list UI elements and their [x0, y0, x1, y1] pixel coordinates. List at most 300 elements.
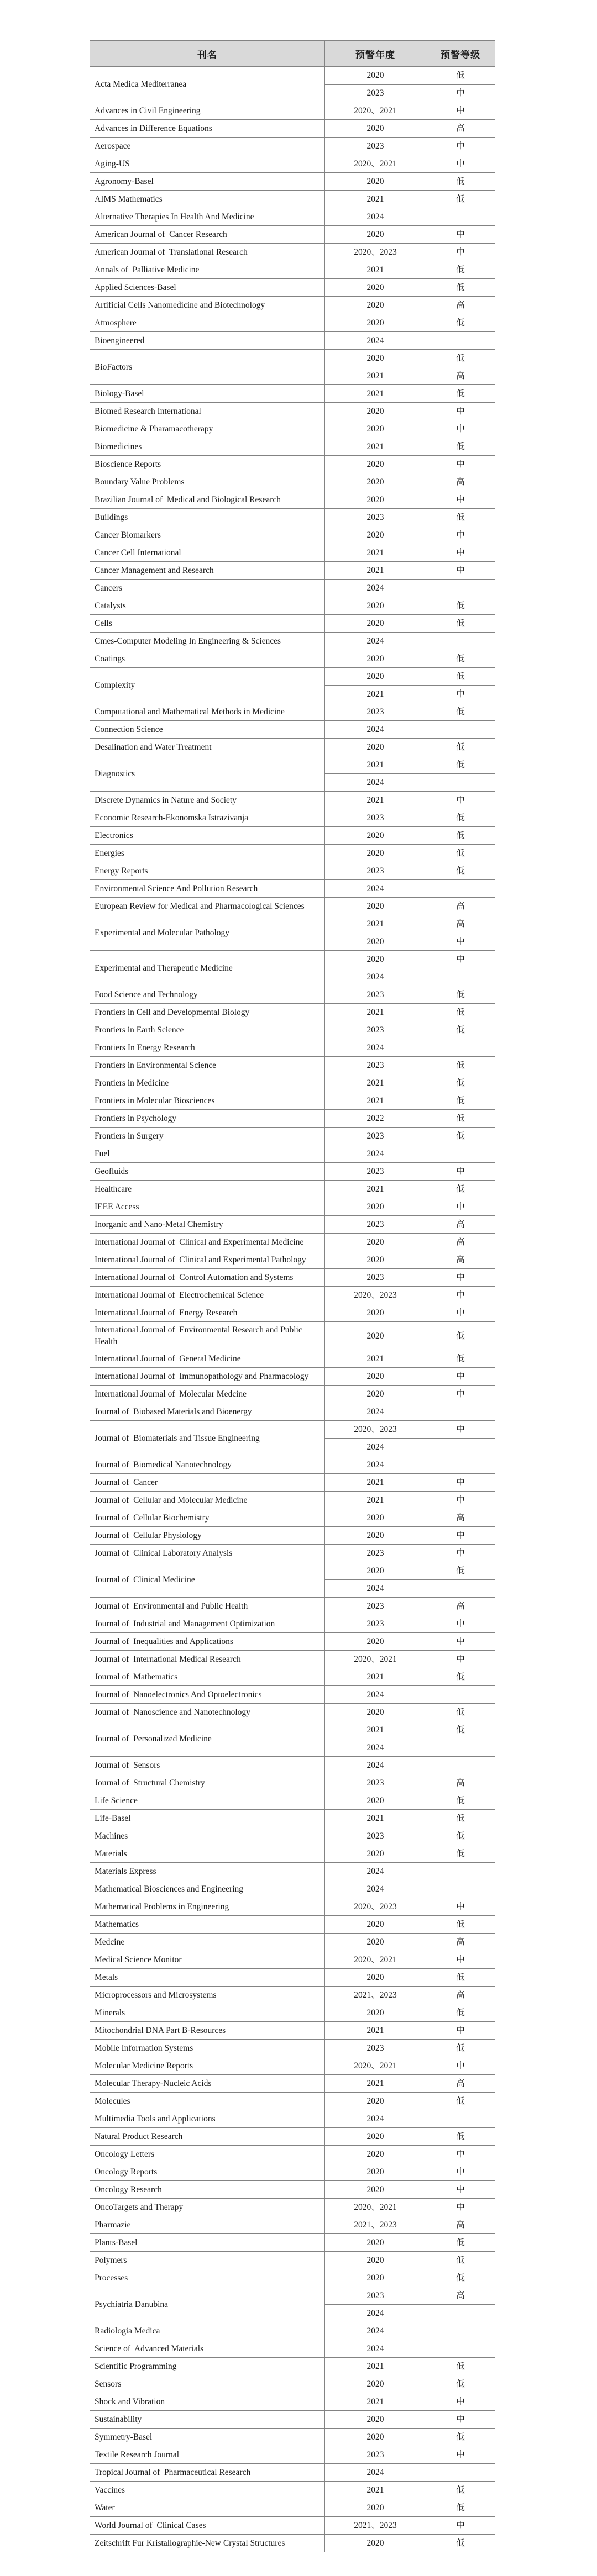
warning-level-cell: 高: [426, 1509, 495, 1527]
warning-level-cell: 高: [426, 1216, 495, 1234]
table-row: [90, 2269, 495, 2287]
journal-name-cell: Experimental and Molecular Pathology: [90, 915, 325, 951]
journal-name-cell: Journal of Inequalities and Applications: [90, 1633, 325, 1651]
warning-year-cell: 2020: [325, 951, 426, 968]
journal-name-cell: European Review for Medical and Pharmacological Sciences: [90, 898, 325, 915]
table-row: [90, 1456, 495, 1474]
warning-level-cell: 中: [426, 2446, 495, 2464]
warning-year-cell: 2024: [325, 968, 426, 986]
warning-year-cell: 2020: [325, 2269, 426, 2287]
table-row: [90, 915, 495, 933]
warning-level-cell: 中: [426, 2517, 495, 2535]
warning-level-cell: 低: [426, 2358, 495, 2375]
table-row: [90, 1615, 495, 1633]
warning-year-cell: 2023: [325, 1057, 426, 1074]
table-row: [90, 827, 495, 845]
warning-year-cell: 2023: [325, 2446, 426, 2464]
journal-name-cell: Applied Sciences-Basel: [90, 279, 325, 297]
warning-level-cell: 低: [426, 2004, 495, 2022]
table-row: [90, 155, 495, 173]
warning-year-cell: 2020、2023: [325, 1421, 426, 1439]
warning-level-cell: 低: [426, 2040, 495, 2057]
journal-name-cell: Complexity: [90, 668, 325, 703]
table-row: [90, 191, 495, 208]
journal-name-cell: Plants-Basel: [90, 2234, 325, 2252]
warning-level-cell: [426, 1039, 495, 1057]
warning-year-cell: 2024: [325, 580, 426, 597]
warning-level-cell: 高: [426, 1251, 495, 1269]
table-row: [90, 668, 495, 686]
table-row: [90, 739, 495, 756]
warning-year-cell: 2020: [325, 1304, 426, 1322]
warning-year-cell: 2021: [325, 438, 426, 456]
table-header: [90, 41, 495, 67]
warning-level-cell: 中: [426, 2163, 495, 2181]
warning-year-cell: 2021: [325, 756, 426, 774]
warning-year-cell: 2020: [325, 2429, 426, 2446]
journal-name-cell: Desalination and Water Treatment: [90, 739, 325, 756]
journal-name-cell: Discrete Dynamics in Nature and Society: [90, 792, 325, 809]
table-row: [90, 1322, 495, 1350]
table-row: [90, 544, 495, 562]
journal-name-cell: Bioengineered: [90, 332, 325, 350]
warning-year-cell: 2024: [325, 1686, 426, 1704]
warning-level-cell: [426, 1739, 495, 1757]
warning-level-cell: 中: [426, 1304, 495, 1322]
warning-year-cell: 2020: [325, 403, 426, 420]
warning-year-cell: 2020: [325, 226, 426, 244]
warning-year-cell: 2021: [325, 1350, 426, 1368]
warning-year-cell: 2020、2021: [325, 2057, 426, 2075]
warning-year-cell: 2021: [325, 367, 426, 385]
warning-year-cell: 2023: [325, 1216, 426, 1234]
warning-year-cell: 2020: [325, 2535, 426, 2552]
warning-year-cell: 2020: [325, 1251, 426, 1269]
journal-name-cell: Journal of Cancer: [90, 1474, 325, 1492]
table-row: [90, 1350, 495, 1368]
warning-level-cell: 中: [426, 491, 495, 509]
journal-name-cell: Journal of Personalized Medicine: [90, 1721, 325, 1757]
journal-name-cell: Journal of Clinical Medicine: [90, 1562, 325, 1598]
table-row: [90, 880, 495, 898]
journal-name-cell: Frontiers in Surgery: [90, 1128, 325, 1145]
table-row: [90, 1598, 495, 1615]
table-row: [90, 2199, 495, 2216]
table-row: [90, 703, 495, 721]
warning-level-cell: 低: [426, 2252, 495, 2269]
table-row: [90, 721, 495, 739]
journal-name-cell: Mobile Information Systems: [90, 2040, 325, 2057]
warning-year-cell: 2020: [325, 739, 426, 756]
warning-level-cell: 中: [426, 1545, 495, 1562]
journal-name-cell: Mathematics: [90, 1916, 325, 1934]
journal-table-body: [90, 67, 495, 2552]
warning-year-cell: 2021: [325, 1004, 426, 1021]
journal-name-cell: Medical Science Monitor: [90, 1951, 325, 1969]
warning-level-cell: 中: [426, 244, 495, 261]
warning-level-cell: 低: [426, 2535, 495, 2552]
warning-year-cell: 2021: [325, 1092, 426, 1110]
warning-level-cell: 中: [426, 1269, 495, 1287]
table-row: [90, 862, 495, 880]
warning-level-cell: 低: [426, 1810, 495, 1827]
journal-name-cell: Microprocessors and Microsystems: [90, 1987, 325, 2004]
journal-name-cell: Journal of Structural Chemistry: [90, 1774, 325, 1792]
warning-level-cell: 低: [426, 1845, 495, 1863]
warning-year-cell: 2023: [325, 1615, 426, 1633]
warning-level-cell: 低: [426, 1322, 495, 1350]
journal-name-cell: Environmental Science And Pollution Research: [90, 880, 325, 898]
journal-name-cell: International Journal of Electrochemical Science: [90, 1287, 325, 1304]
warning-level-cell: 低: [426, 67, 495, 85]
table-row: [90, 1987, 495, 2004]
warning-year-cell: 2023: [325, 1774, 426, 1792]
warning-level-cell: 中: [426, 420, 495, 438]
warning-level-cell: 低: [426, 173, 495, 191]
warning-year-cell: 2021: [325, 1721, 426, 1739]
warning-level-cell: [426, 2322, 495, 2340]
table-row: [90, 1181, 495, 1198]
warning-year-cell: 2020: [325, 597, 426, 615]
table-row: [90, 1421, 495, 1439]
warning-year-cell: 2021: [325, 915, 426, 933]
warning-level-cell: 中: [426, 403, 495, 420]
warning-level-cell: 低: [426, 2375, 495, 2393]
table-row: [90, 2411, 495, 2429]
warning-year-cell: 2020: [325, 1916, 426, 1934]
journal-name-cell: Inorganic and Nano-Metal Chemistry: [90, 1216, 325, 1234]
table-row: [90, 1934, 495, 1951]
table-row: [90, 633, 495, 650]
journal-name-cell: Life Science: [90, 1792, 325, 1810]
warning-year-cell: 2020: [325, 120, 426, 138]
table-row: [90, 615, 495, 633]
journal-name-cell: Natural Product Research: [90, 2128, 325, 2146]
journal-name-cell: Cancer Cell International: [90, 544, 325, 562]
warning-year-cell: 2023: [325, 2287, 426, 2305]
table-row: [90, 1287, 495, 1304]
table-row: [90, 1403, 495, 1421]
table-row: [90, 2535, 495, 2552]
warning-level-cell: 低: [426, 1004, 495, 1021]
journal-name-cell: Alternative Therapies In Health And Medicine: [90, 208, 325, 226]
warning-level-cell: 低: [426, 668, 495, 686]
journal-name-cell: Journal of Biomedical Nanotechnology: [90, 1456, 325, 1474]
journal-name-cell: Boundary Value Problems: [90, 473, 325, 491]
table-row: [90, 2322, 495, 2340]
table-row: [90, 597, 495, 615]
warning-level-cell: 低: [426, 703, 495, 721]
table-row: [90, 1110, 495, 1128]
warning-year-cell: 2023: [325, 862, 426, 880]
journal-name-cell: Materials: [90, 1845, 325, 1863]
table-row: [90, 2499, 495, 2517]
table-row: [90, 1092, 495, 1110]
warning-level-cell: 高: [426, 1774, 495, 1792]
warning-level-cell: [426, 332, 495, 350]
warning-year-cell: 2020: [325, 1386, 426, 1403]
warning-year-cell: 2023: [325, 986, 426, 1004]
table-row: [90, 2358, 495, 2375]
warning-year-cell: 2024: [325, 1456, 426, 1474]
warning-year-cell: 2023: [325, 1827, 426, 1845]
warning-year-cell: 2020: [325, 297, 426, 314]
warning-level-cell: 低: [426, 1721, 495, 1739]
warning-year-cell: 2024: [325, 1039, 426, 1057]
warning-year-cell: 2020、2021: [325, 2199, 426, 2216]
warning-year-cell: 2021: [325, 562, 426, 580]
table-row: [90, 1527, 495, 1545]
table-row: [90, 2181, 495, 2199]
table-row: [90, 1633, 495, 1651]
warning-year-cell: 2024: [325, 2110, 426, 2128]
warning-year-cell: 2020: [325, 2499, 426, 2517]
journal-name-cell: Molecular Medicine Reports: [90, 2057, 325, 2075]
warning-year-cell: 2020: [325, 420, 426, 438]
warning-level-cell: 低: [426, 261, 495, 279]
warning-level-cell: [426, 1880, 495, 1898]
warning-year-cell: 2020、2023: [325, 1898, 426, 1916]
journal-name-cell: Aging-US: [90, 155, 325, 173]
journal-name-cell: Tropical Journal of Pharmaceutical Research: [90, 2464, 325, 2482]
journal-name-cell: International Journal of Environmental Research and Public Health: [90, 1322, 325, 1350]
journal-name-cell: Journal of Sensors: [90, 1757, 325, 1774]
warning-level-cell: 中: [426, 1651, 495, 1668]
warning-level-cell: 低: [426, 314, 495, 332]
journal-name-cell: Vaccines: [90, 2482, 325, 2499]
warning-year-cell: 2020: [325, 1198, 426, 1216]
table-row: [90, 456, 495, 473]
warning-level-cell: 中: [426, 102, 495, 120]
journal-name-cell: Cmes-Computer Modeling In Engineering & Sciences: [90, 633, 325, 650]
journal-name-cell: Agronomy-Basel: [90, 173, 325, 191]
warning-year-cell: 2024: [325, 2322, 426, 2340]
journal-name-cell: Materials Express: [90, 1863, 325, 1880]
table-row: [90, 1774, 495, 1792]
warning-level-cell: 中: [426, 85, 495, 102]
table-row: [90, 1969, 495, 1987]
warning-year-cell: 2023: [325, 85, 426, 102]
warning-level-cell: 高: [426, 1234, 495, 1251]
table-row: [90, 491, 495, 509]
warning-level-cell: 中: [426, 933, 495, 951]
table-row: [90, 226, 495, 244]
table-row: [90, 261, 495, 279]
journal-name-cell: Frontiers in Earth Science: [90, 1021, 325, 1039]
table-row: [90, 67, 495, 85]
warning-year-cell: 2020: [325, 2234, 426, 2252]
warning-level-cell: 低: [426, 438, 495, 456]
warning-level-cell: 中: [426, 544, 495, 562]
warning-level-cell: 低: [426, 1916, 495, 1934]
warning-level-cell: 低: [426, 845, 495, 862]
journal-name-cell: AIMS Mathematics: [90, 191, 325, 208]
journal-name-cell: Electronics: [90, 827, 325, 845]
table-row: [90, 120, 495, 138]
table-row: [90, 1704, 495, 1721]
warning-year-cell: 2021: [325, 191, 426, 208]
warning-year-cell: 2021: [325, 2022, 426, 2040]
journal-name-cell: Buildings: [90, 509, 325, 526]
warning-level-cell: 低: [426, 1969, 495, 1987]
warning-year-cell: 2024: [325, 880, 426, 898]
warning-year-cell: 2024: [325, 2340, 426, 2358]
warning-year-cell: 2022: [325, 1110, 426, 1128]
warning-level-cell: 中: [426, 1898, 495, 1916]
table-row: [90, 2482, 495, 2499]
table-row: [90, 2163, 495, 2181]
warning-year-cell: 2024: [325, 1863, 426, 1880]
warning-year-cell: 2021: [325, 1668, 426, 1686]
warning-level-cell: [426, 1403, 495, 1421]
warning-year-cell: 2020、2023: [325, 244, 426, 261]
journal-name-cell: Metals: [90, 1969, 325, 1987]
warning-year-cell: 2023: [325, 703, 426, 721]
warning-year-cell: 2020、2021: [325, 102, 426, 120]
warning-year-cell: 2020: [325, 350, 426, 367]
journal-name-cell: OncoTargets and Therapy: [90, 2199, 325, 2216]
warning-level-cell: 低: [426, 1350, 495, 1368]
warning-year-cell: 2020、2021: [325, 1951, 426, 1969]
journal-name-cell: Journal of International Medical Research: [90, 1651, 325, 1668]
journal-name-cell: Journal of Mathematics: [90, 1668, 325, 1686]
warning-level-cell: [426, 1863, 495, 1880]
warning-year-cell: 2020: [325, 1969, 426, 1987]
warning-level-cell: 中: [426, 2411, 495, 2429]
warning-year-cell: 2024: [325, 633, 426, 650]
journal-name-cell: Geofluids: [90, 1163, 325, 1181]
warning-level-cell: 低: [426, 650, 495, 668]
warning-level-cell: 中: [426, 1163, 495, 1181]
table-row: [90, 1651, 495, 1668]
journal-name-cell: BioFactors: [90, 350, 325, 385]
warning-year-cell: 2024: [325, 1880, 426, 1898]
warning-level-cell: 中: [426, 1198, 495, 1216]
header-warning-year: 预警年度: [325, 41, 426, 67]
warning-level-cell: 低: [426, 1827, 495, 1845]
table-row: [90, 2216, 495, 2234]
warning-level-cell: 中: [426, 951, 495, 968]
warning-year-cell: 2021: [325, 1474, 426, 1492]
warning-year-cell: 2023: [325, 809, 426, 827]
journal-name-cell: Scientific Programming: [90, 2358, 325, 2375]
warning-level-cell: 低: [426, 1704, 495, 1721]
warning-year-cell: 2020: [325, 2375, 426, 2393]
journal-name-cell: Medcine: [90, 1934, 325, 1951]
warning-year-cell: 2021: [325, 1074, 426, 1092]
warning-level-cell: 中: [426, 2181, 495, 2199]
warning-year-cell: 2023: [325, 138, 426, 155]
journal-name-cell: Machines: [90, 1827, 325, 1845]
warning-level-cell: 低: [426, 1057, 495, 1074]
table-row: [90, 1234, 495, 1251]
warning-level-cell: [426, 1580, 495, 1598]
table-row: [90, 1269, 495, 1287]
warning-year-cell: 2023: [325, 1545, 426, 1562]
journal-name-cell: Journal of Nanoscience and Nanotechnology: [90, 1704, 325, 1721]
table-row: [90, 314, 495, 332]
warning-level-cell: 低: [426, 2482, 495, 2499]
warning-level-cell: 低: [426, 385, 495, 403]
warning-level-cell: 低: [426, 597, 495, 615]
journal-name-cell: International Journal of Clinical and Experimental Pathology: [90, 1251, 325, 1269]
warning-level-cell: 中: [426, 456, 495, 473]
warning-level-cell: 高: [426, 2287, 495, 2305]
journal-name-cell: Minerals: [90, 2004, 325, 2022]
journal-name-cell: Multimedia Tools and Applications: [90, 2110, 325, 2128]
journal-name-cell: Biomedicine & Pharamacotherapy: [90, 420, 325, 438]
warning-level-cell: 高: [426, 1987, 495, 2004]
journal-warning-table: [90, 40, 495, 2552]
table-row: [90, 809, 495, 827]
warning-year-cell: 2024: [325, 1145, 426, 1163]
journal-name-cell: Cancer Biomarkers: [90, 526, 325, 544]
warning-level-cell: 低: [426, 1562, 495, 1580]
warning-level-cell: 低: [426, 279, 495, 297]
journal-name-cell: International Journal of Molecular Medcine: [90, 1386, 325, 1403]
table-row: [90, 1951, 495, 1969]
warning-level-cell: [426, 633, 495, 650]
journal-name-cell: Journal of Clinical Laboratory Analysis: [90, 1545, 325, 1562]
warning-level-cell: 中: [426, 562, 495, 580]
warning-year-cell: 2020、2023: [325, 1287, 426, 1304]
warning-year-cell: 2020: [325, 67, 426, 85]
warning-level-cell: 低: [426, 2499, 495, 2517]
warning-level-cell: 中: [426, 526, 495, 544]
warning-level-cell: 低: [426, 1092, 495, 1110]
table-row: [90, 845, 495, 862]
warning-year-cell: 2024: [325, 208, 426, 226]
warning-year-cell: 2021: [325, 261, 426, 279]
table-row: [90, 1898, 495, 1916]
table-row: [90, 1757, 495, 1774]
table-row: [90, 403, 495, 420]
warning-level-cell: [426, 2110, 495, 2128]
journal-name-cell: Psychiatria Danubina: [90, 2287, 325, 2322]
warning-year-cell: 2021、2023: [325, 2517, 426, 2535]
warning-year-cell: 2020: [325, 456, 426, 473]
warning-year-cell: 2020: [325, 2093, 426, 2110]
warning-year-cell: 2020: [325, 473, 426, 491]
warning-level-cell: [426, 1757, 495, 1774]
warning-level-cell: [426, 2464, 495, 2482]
warning-year-cell: 2024: [325, 1439, 426, 1456]
journal-name-cell: Journal of Cellular Biochemistry: [90, 1509, 325, 1527]
warning-level-cell: 中: [426, 2022, 495, 2040]
warning-level-cell: 中: [426, 2146, 495, 2163]
warning-year-cell: 2021: [325, 2393, 426, 2411]
table-row: [90, 1057, 495, 1074]
table-row: [90, 2446, 495, 2464]
warning-year-cell: 2020: [325, 827, 426, 845]
warning-year-cell: 2023: [325, 1163, 426, 1181]
table-row: [90, 526, 495, 544]
journal-name-cell: Annals of Palliative Medicine: [90, 261, 325, 279]
header-journal-name: 刊名: [90, 41, 325, 67]
warning-year-cell: 2021: [325, 2075, 426, 2093]
table-row: [90, 2128, 495, 2146]
warning-year-cell: 2020: [325, 650, 426, 668]
warning-year-cell: 2020: [325, 2004, 426, 2022]
table-row: [90, 2287, 495, 2305]
journal-name-cell: Oncology Research: [90, 2181, 325, 2199]
warning-year-cell: 2020: [325, 933, 426, 951]
warning-year-cell: 2020: [325, 1633, 426, 1651]
journal-name-cell: IEEE Access: [90, 1198, 325, 1216]
warning-year-cell: 2020: [325, 668, 426, 686]
journal-name-cell: Journal of Cellular and Molecular Medicine: [90, 1492, 325, 1509]
table-row: [90, 2022, 495, 2040]
